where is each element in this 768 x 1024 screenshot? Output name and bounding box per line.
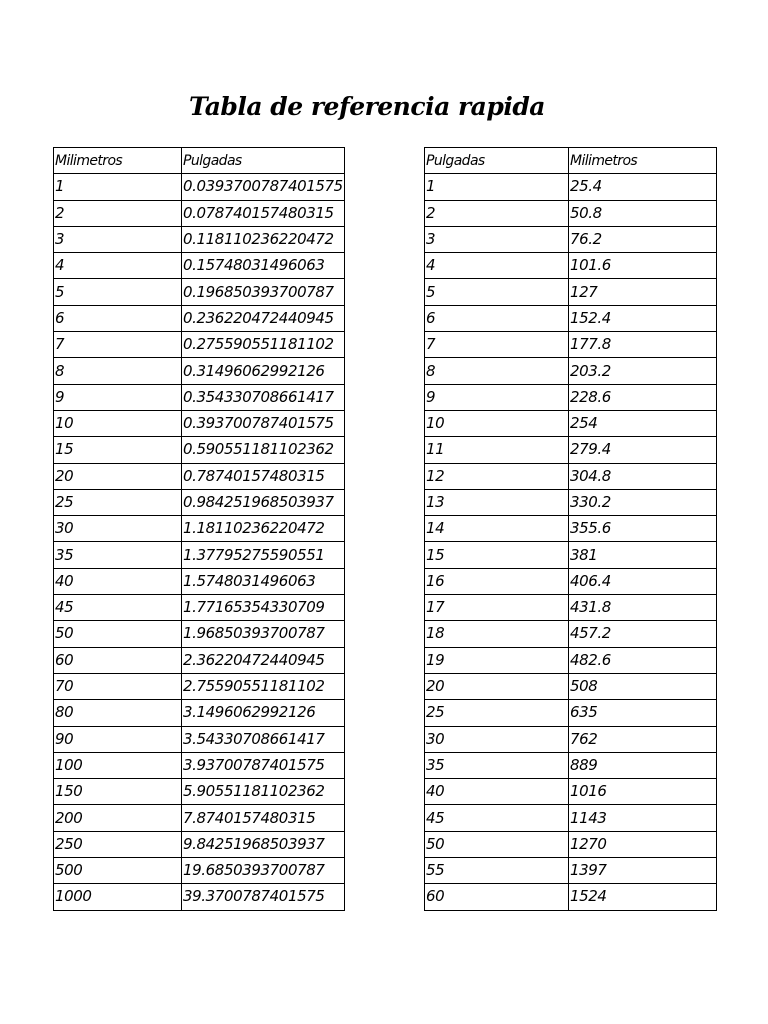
table-cell: 0.236220472440945 <box>182 305 345 331</box>
table-cell: 0.078740157480315 <box>182 200 345 226</box>
table-cell: 1270 <box>569 831 717 857</box>
table-cell: 0.275590551181102 <box>182 332 345 358</box>
table-row <box>425 647 717 673</box>
table-row <box>425 700 717 726</box>
table-cell: 8 <box>425 358 569 384</box>
table-cell: 3 <box>54 226 182 252</box>
table-row <box>54 884 345 910</box>
table-cell: 3 <box>425 226 569 252</box>
table-row <box>54 516 345 542</box>
table-cell: 8 <box>54 358 182 384</box>
table-cell: 431.8 <box>569 595 717 621</box>
table-cell: 70 <box>54 673 182 699</box>
table-row <box>425 463 717 489</box>
table-cell: 25.4 <box>569 174 717 200</box>
table-row <box>425 437 717 463</box>
table-row <box>425 516 717 542</box>
table-cell: 19 <box>425 647 569 673</box>
table-cell: 20 <box>54 463 182 489</box>
table-cell: 152.4 <box>569 305 717 331</box>
table-row <box>425 279 717 305</box>
table-cell: 30 <box>54 516 182 542</box>
table-cell: 0.31496062992126 <box>182 358 345 384</box>
table-row <box>54 779 345 805</box>
table-cell: 1016 <box>569 779 717 805</box>
table-cell: 30 <box>425 726 569 752</box>
table-cell: 1 <box>425 174 569 200</box>
table-row <box>54 647 345 673</box>
table-cell: 406.4 <box>569 568 717 594</box>
table-cell: 3.54330708661417 <box>182 726 345 752</box>
table-cell: 889 <box>569 752 717 778</box>
table-row <box>425 884 717 910</box>
table-row <box>54 200 345 226</box>
table-cell: 12 <box>425 463 569 489</box>
table-cell: 1.18110236220472 <box>182 516 345 542</box>
table-header-row <box>425 148 717 174</box>
table-cell: 7 <box>425 332 569 358</box>
table-row <box>425 174 717 200</box>
table-cell: 10 <box>425 410 569 436</box>
table-cell: 6 <box>54 305 182 331</box>
table-cell: 1.96850393700787 <box>182 621 345 647</box>
table-row <box>425 595 717 621</box>
table-cell: 355.6 <box>569 516 717 542</box>
table-cell: 76.2 <box>569 226 717 252</box>
table-row <box>425 410 717 436</box>
table-cell: 330.2 <box>569 489 717 515</box>
table-row <box>54 700 345 726</box>
table-row <box>425 726 717 752</box>
table-cell: 1000 <box>54 884 182 910</box>
table-cell: 228.6 <box>569 384 717 410</box>
table-cell: 7 <box>54 332 182 358</box>
mm-to-inches-table <box>53 147 345 911</box>
table-cell: 14 <box>425 516 569 542</box>
table-row <box>425 489 717 515</box>
table-cell: 200 <box>54 805 182 831</box>
table-cell: 20 <box>425 673 569 699</box>
table-cell: 45 <box>425 805 569 831</box>
table-cell: 254 <box>569 410 717 436</box>
table-cell: 279.4 <box>569 437 717 463</box>
table-cell: 60 <box>425 884 569 910</box>
table-cell: 40 <box>425 779 569 805</box>
table-cell: 9 <box>54 384 182 410</box>
table-cell: 45 <box>54 595 182 621</box>
table-cell: 11 <box>425 437 569 463</box>
table-cell: 0.118110236220472 <box>182 226 345 252</box>
table-row <box>425 305 717 331</box>
table-row <box>54 463 345 489</box>
table-cell: 5 <box>425 279 569 305</box>
table-cell: 6 <box>425 305 569 331</box>
table-row <box>425 752 717 778</box>
table-cell: 2.75590551181102 <box>182 673 345 699</box>
table-cell: 17 <box>425 595 569 621</box>
table-cell: 10 <box>54 410 182 436</box>
table-row <box>54 437 345 463</box>
table-cell: 1524 <box>569 884 717 910</box>
table-row <box>54 858 345 884</box>
inches-to-mm-table <box>424 147 717 911</box>
table-cell: 150 <box>54 779 182 805</box>
table-cell: 2 <box>54 200 182 226</box>
table-header-row <box>54 148 345 174</box>
table-cell: 508 <box>569 673 717 699</box>
table-row <box>54 174 345 200</box>
table-cell: 482.6 <box>569 647 717 673</box>
table-cell: 203.2 <box>569 358 717 384</box>
table-cell: 0.984251968503937 <box>182 489 345 515</box>
table-cell: 635 <box>569 700 717 726</box>
table-cell: 0.15748031496063 <box>182 253 345 279</box>
table-cell: 1397 <box>569 858 717 884</box>
table-row <box>425 542 717 568</box>
table-cell: 40 <box>54 568 182 594</box>
table-row <box>54 253 345 279</box>
table-cell: 177.8 <box>569 332 717 358</box>
table-cell: 2.36220472440945 <box>182 647 345 673</box>
table-cell: 1.77165354330709 <box>182 595 345 621</box>
table-row <box>54 595 345 621</box>
table-cell: 25 <box>54 489 182 515</box>
table-cell: 60 <box>54 647 182 673</box>
table-cell: 50.8 <box>569 200 717 226</box>
table-cell: 2 <box>425 200 569 226</box>
table-row <box>425 332 717 358</box>
table-row <box>54 752 345 778</box>
table-row <box>54 410 345 436</box>
table-cell: 0.354330708661417 <box>182 384 345 410</box>
table-cell: 5.90551181102362 <box>182 779 345 805</box>
table-cell: 1.5748031496063 <box>182 568 345 594</box>
table-cell: 9.84251968503937 <box>182 831 345 857</box>
table-row <box>425 858 717 884</box>
table-cell: 18 <box>425 621 569 647</box>
table-cell: 35 <box>54 542 182 568</box>
table-row <box>425 568 717 594</box>
table-row <box>54 621 345 647</box>
table-row <box>425 358 717 384</box>
table-row <box>54 726 345 752</box>
table-cell: 0.78740157480315 <box>182 463 345 489</box>
table-cell: 16 <box>425 568 569 594</box>
table-cell: 19.6850393700787 <box>182 858 345 884</box>
table-row <box>425 621 717 647</box>
table-cell: 0.196850393700787 <box>182 279 345 305</box>
table-row <box>425 673 717 699</box>
table-row <box>54 673 345 699</box>
table-row <box>425 253 717 279</box>
table-cell: 15 <box>425 542 569 568</box>
table-row <box>425 831 717 857</box>
column-header: Milimetros <box>54 148 182 174</box>
column-header: Milimetros <box>569 148 717 174</box>
table-cell: 762 <box>569 726 717 752</box>
column-header: Pulgadas <box>425 148 569 174</box>
table-row <box>54 568 345 594</box>
table-cell: 0.0393700787401575 <box>182 174 345 200</box>
table-cell: 80 <box>54 700 182 726</box>
table-cell: 90 <box>54 726 182 752</box>
table-cell: 3.1496062992126 <box>182 700 345 726</box>
table-row <box>54 358 345 384</box>
table-cell: 0.393700787401575 <box>182 410 345 436</box>
table-row <box>425 226 717 252</box>
table-row <box>425 779 717 805</box>
table-cell: 7.8740157480315 <box>182 805 345 831</box>
table-cell: 55 <box>425 858 569 884</box>
table-row <box>54 305 345 331</box>
table-cell: 0.590551181102362 <box>182 437 345 463</box>
table-cell: 5 <box>54 279 182 305</box>
table-row <box>425 200 717 226</box>
table-row <box>54 226 345 252</box>
table-cell: 500 <box>54 858 182 884</box>
table-cell: 1.37795275590551 <box>182 542 345 568</box>
table-cell: 101.6 <box>569 253 717 279</box>
table-row <box>54 279 345 305</box>
table-row <box>425 384 717 410</box>
table-row <box>425 805 717 831</box>
table-cell: 35 <box>425 752 569 778</box>
table-row <box>54 805 345 831</box>
table-cell: 4 <box>54 253 182 279</box>
table-cell: 39.3700787401575 <box>182 884 345 910</box>
table-row <box>54 384 345 410</box>
table-cell: 304.8 <box>569 463 717 489</box>
table-cell: 1143 <box>569 805 717 831</box>
table-cell: 50 <box>425 831 569 857</box>
table-cell: 127 <box>569 279 717 305</box>
table-cell: 381 <box>569 542 717 568</box>
table-cell: 3.93700787401575 <box>182 752 345 778</box>
table-cell: 100 <box>54 752 182 778</box>
table-cell: 50 <box>54 621 182 647</box>
column-header: Pulgadas <box>182 148 345 174</box>
table-cell: 1 <box>54 174 182 200</box>
table-cell: 9 <box>425 384 569 410</box>
table-cell: 457.2 <box>569 621 717 647</box>
table-cell: 13 <box>425 489 569 515</box>
table-row <box>54 542 345 568</box>
table-cell: 4 <box>425 253 569 279</box>
table-row <box>54 489 345 515</box>
table-cell: 250 <box>54 831 182 857</box>
page-title: Tabla de referencia rapida <box>188 92 546 121</box>
table-cell: 15 <box>54 437 182 463</box>
table-row <box>54 332 345 358</box>
table-row <box>54 831 345 857</box>
table-cell: 25 <box>425 700 569 726</box>
